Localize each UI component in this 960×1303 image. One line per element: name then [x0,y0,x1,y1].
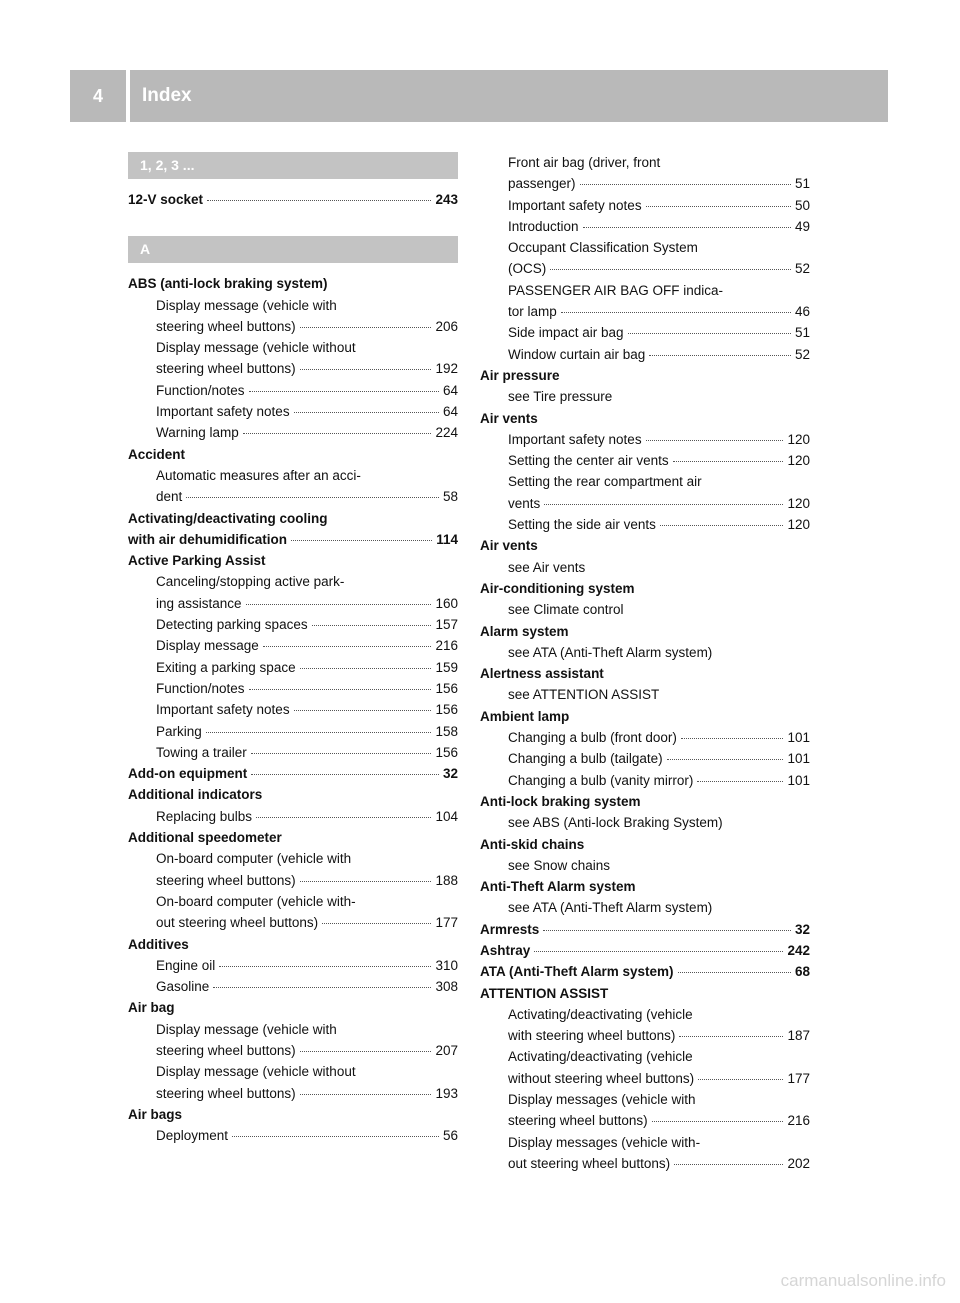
index-column-right [480,152,810,1174]
index-subentry [480,237,810,280]
dot-leader [206,732,432,733]
page-ref: 159 [435,659,458,675]
index-subentry [480,812,810,833]
page-ref: 310 [435,957,458,973]
index-subentry [480,429,810,450]
dot-leader [681,738,784,739]
index-entry [128,273,458,294]
entry-text: Display messages (vehicle with- [508,1134,701,1150]
entry-text: Anti-lock braking system [480,793,641,809]
entry-text: steering wheel buttons) [156,1042,296,1058]
dot-leader [300,881,432,882]
entry-text: Additives [128,936,189,952]
entry-text: see Air vents [508,559,586,575]
entry-text: Activating/deactivating cooling [128,510,328,526]
page-ref: 101 [787,772,810,788]
dot-leader [667,759,784,760]
page-ref: 177 [435,915,458,931]
page-ref: 187 [787,1028,810,1044]
entry-text: Air-conditioning system [480,580,635,596]
dot-leader [256,817,431,818]
index-subentry [480,280,810,323]
index-subentry [128,401,458,422]
page-ref: 52 [794,261,810,277]
index-entry [480,791,810,812]
index-entry [128,1104,458,1125]
dot-leader [673,461,784,462]
dot-leader [243,433,432,434]
page-ref: 177 [787,1070,810,1086]
dot-leader [312,625,432,626]
entry-text: Replacing bulbs [156,808,253,824]
page-ref: 46 [794,304,810,320]
entry-text: Anti-skid chains [480,836,585,852]
dot-leader [679,1036,783,1037]
index-entry [480,535,810,556]
entry-text: Add-on equipment [128,766,248,782]
entry-text: see ATA (Anti-Theft Alarm system) [508,900,713,916]
entry-text: Air pressure [480,367,560,383]
dot-leader [249,689,432,690]
entry-text: Exiting a parking space [156,659,296,675]
entry-text: without steering wheel buttons) [508,1070,695,1086]
index-entry [480,961,810,982]
dot-leader [300,1051,432,1052]
page-ref: 160 [435,595,458,611]
index-subentry [480,1004,810,1047]
dot-leader [300,668,432,669]
entry-text: Important safety notes [156,702,290,718]
page-ref: 120 [787,517,810,533]
index-subentry [128,955,458,976]
index-subentry [128,721,458,742]
entry-text: Gasoline [156,979,210,995]
entry-text: Additional speedometer [128,830,282,846]
page-ref: 242 [787,942,810,958]
entry-text: ing assistance [156,595,242,611]
index-subentry [128,571,458,614]
index-entry [480,940,810,961]
index-subentry [480,684,810,705]
entry-text: PASSENGER AIR BAG OFF indica- [508,282,724,298]
index-subentry [480,216,810,237]
entry-text: Setting the side air vents [508,517,656,533]
index-entry [480,983,810,1004]
entry-text: ATA (Anti-Theft Alarm system) [480,964,674,980]
dot-leader [652,1121,784,1122]
entry-text: On-board computer (vehicle with- [156,893,356,909]
section-header: A [128,236,458,263]
dot-leader [698,1079,783,1080]
entry-text: Deployment [156,1128,229,1144]
page-ref: 52 [794,346,810,362]
page-ref: 50 [794,197,810,213]
entry-text: Detecting parking spaces [156,617,308,633]
entry-text: Parking [156,723,202,739]
entry-text: Alarm system [480,623,569,639]
index-entry [480,365,810,386]
dot-leader [544,504,783,505]
dot-leader [291,540,432,541]
page-ref: 101 [787,730,810,746]
page-ref: 243 [435,192,458,207]
dot-leader [674,1164,783,1165]
entry-text: steering wheel buttons) [508,1113,648,1129]
dot-leader [580,184,791,185]
entry-text: Setting the center air vents [508,453,669,469]
watermark: carmanualsonline.info [780,1271,946,1290]
index-subentry [128,295,458,338]
index-subentry [128,422,458,443]
page-ref: 158 [435,723,458,739]
index-subentry [480,599,810,620]
index-subentry [480,642,810,663]
dot-leader [534,951,783,952]
entry-text: Additional indicators [128,787,263,803]
page-ref: 207 [435,1042,458,1058]
entry-text: see Climate control [508,602,624,618]
dot-leader [649,355,791,356]
index-entry [128,444,458,465]
dot-leader [294,710,432,711]
index-subentry [480,897,810,918]
index-subentry [480,727,810,748]
entry-text: see Snow chains [508,857,611,873]
index-subentry [128,657,458,678]
index-entry [480,876,810,897]
index-entry [128,550,458,571]
index-subentry [480,450,810,471]
entry-text: Air bags [128,1106,183,1122]
index-column-left [128,152,458,1146]
index-entry [128,934,458,955]
index-subentry [128,699,458,720]
index-subentry [128,380,458,401]
index-subentry [128,1061,458,1104]
index-subentry [128,1125,458,1146]
index-subentry [480,514,810,535]
index-entry [480,834,810,855]
index-subentry [480,344,810,365]
dot-leader [561,312,791,313]
entry-text: Air bag [128,1000,175,1016]
page-ref: 202 [787,1155,810,1171]
dot-leader [213,987,431,988]
entry-text: Display message (vehicle with [156,1021,337,1037]
page-ref: 68 [794,964,810,980]
entry-text: Ashtray [480,942,531,958]
entry-text: passenger) [508,176,576,192]
entry-text: Function/notes [156,680,245,696]
dot-leader [249,391,439,392]
entry-text: Accident [128,446,186,462]
page-ref: 32 [794,921,810,937]
entry-text: dent [156,489,183,505]
entry-text: (OCS) [508,261,547,277]
entry-text: Activating/deactivating (vehicle [508,1006,693,1022]
page-title: Index [142,85,192,106]
page-ref: 56 [442,1128,458,1144]
index-entry [480,408,810,429]
entry-text: Setting the rear compartment air [508,474,702,490]
dot-leader [219,966,431,967]
dot-leader [207,200,431,201]
entry-text: see ATTENTION ASSIST [508,687,660,703]
entry-text: Side impact air bag [508,325,624,341]
entry-text: ABS (anti-lock braking system) [128,276,328,292]
entry-text: Canceling/stopping active park- [156,574,345,590]
dot-leader [251,753,432,754]
entry-text: Important safety notes [508,197,642,213]
entry-text: ATTENTION ASSIST [480,985,609,1001]
index-subentry [480,748,810,769]
page-ref: 58 [442,489,458,505]
dot-leader [678,972,791,973]
page-ref: 114 [436,531,458,547]
section-header: 1, 2, 3 ... [128,152,458,179]
entry-text: Anti-Theft Alarm system [480,879,636,895]
page-ref: 206 [435,318,458,334]
entry-text: Automatic measures after an acci- [156,467,361,483]
page-number: 4 [92,86,103,106]
entry-text: Ambient lamp [480,708,570,724]
entry-text: Function/notes [156,382,245,398]
entry-text: Occupant Classification System [508,240,698,256]
entry-text: out steering wheel buttons) [156,915,319,931]
entry-text: steering wheel buttons) [156,872,296,888]
entry-text: Introduction [508,218,579,234]
index-subentry [480,1089,810,1132]
dot-leader [543,930,791,931]
page-ref: 51 [794,325,810,341]
page-ref: 216 [435,638,458,654]
entry-text: see Tire pressure [508,389,613,405]
dot-leader [186,497,439,498]
entry-text: Front air bag (driver, front [508,155,661,170]
index-subentry [480,770,810,791]
entry-text: Changing a bulb (front door) [508,730,677,746]
dot-leader [628,333,791,334]
entry-text: Air vents [480,538,538,554]
entry-text: Display message (vehicle with [156,297,337,313]
entry-text: Important safety notes [156,404,290,420]
index-subentry [480,152,810,195]
entry-text: steering wheel buttons) [156,1085,296,1101]
index-subentry [128,614,458,635]
index-subentry [128,465,458,508]
entry-text: Alertness assistant [480,666,604,682]
entry-text: On-board computer (vehicle with [156,851,352,867]
dot-leader [263,646,432,647]
page-ref: 49 [794,218,810,234]
entry-text: Armrests [480,921,540,937]
dot-leader [246,604,432,605]
index-subentry [128,1019,458,1062]
entry-text: Display messages (vehicle with [508,1092,696,1108]
dot-leader [646,440,784,441]
entry-text: steering wheel buttons) [156,318,296,334]
index-subentry [128,742,458,763]
page-ref: 188 [435,872,458,888]
dot-leader [232,1136,439,1137]
page-ref: 156 [435,702,458,718]
dot-leader [300,1094,432,1095]
entry-text: Engine oil [156,957,216,973]
page-ref: 32 [442,766,458,782]
index-subentry [480,322,810,343]
entry-text: with steering wheel buttons) [508,1028,676,1044]
entry-text: Display message (vehicle without [156,340,356,356]
entry-text: Air vents [480,410,538,426]
page-ref: 120 [787,495,810,511]
index-subentry [480,195,810,216]
entry-text: Warning lamp [156,425,239,441]
index-entry [128,508,458,551]
entry-text: 12-V socket [128,192,204,207]
entry-text: out steering wheel buttons) [508,1155,671,1171]
index-entry [480,621,810,642]
index-entry [480,706,810,727]
index-subentry [480,855,810,876]
page-ref: 64 [442,404,458,420]
page-ref: 120 [787,453,810,469]
entry-text: Towing a trailer [156,744,247,760]
index-subentry [480,557,810,578]
page-ref: 64 [442,382,458,398]
index-subentry [128,337,458,380]
dot-leader [251,774,439,775]
index-subentry [128,635,458,656]
dot-leader [660,525,784,526]
index-subentry [480,1046,810,1089]
entry-text: see ATA (Anti-Theft Alarm system) [508,644,713,660]
page-ref: 156 [435,680,458,696]
index-subentry [128,678,458,699]
index-subentry [128,848,458,891]
entry-text: Changing a bulb (vanity mirror) [508,772,694,788]
entry-text: Window curtain air bag [508,346,646,362]
index-subentry [128,806,458,827]
index-subentry [128,976,458,997]
entry-text: see ABS (Anti-lock Braking System) [508,815,723,831]
dot-leader [583,227,791,228]
index-entry [480,663,810,684]
dot-leader [300,369,432,370]
index-entry [480,919,810,940]
index-entry [128,784,458,805]
index-entry [128,997,458,1018]
index-subentry [480,1132,810,1175]
page-ref: 156 [435,744,458,760]
dot-leader [300,327,432,328]
page-ref: 104 [435,808,458,824]
page-ref: 51 [794,176,810,192]
entry-text: Display message [156,638,259,654]
index-entry [128,763,458,784]
page-ref: 157 [435,617,458,633]
index-entry [128,189,458,210]
dot-leader [550,269,791,270]
page-ref: 120 [787,431,810,447]
page-ref: 192 [435,361,458,377]
page-ref: 193 [435,1085,458,1101]
entry-text: with air dehumidification [128,531,288,547]
index-entry [128,827,458,848]
page-header [70,70,888,122]
dot-leader [322,923,431,924]
page-ref: 308 [435,979,458,995]
dot-leader [294,412,439,413]
entry-text: Important safety notes [508,431,642,447]
entry-text: Active Parking Assist [128,553,266,569]
index-subentry [480,386,810,407]
index-subentry [480,471,810,514]
entry-text: Display message (vehicle without [156,1064,356,1080]
header-divider [126,70,130,122]
index-subentry [128,891,458,934]
page-ref: 101 [787,751,810,767]
page-ref: 216 [787,1113,810,1129]
entry-text: Activating/deactivating (vehicle [508,1049,693,1065]
index-entry [480,578,810,599]
dot-leader [697,781,783,782]
entry-text: vents [508,495,541,511]
page-ref: 224 [435,425,458,441]
dot-leader [646,206,791,207]
entry-text: Changing a bulb (tailgate) [508,751,663,767]
entry-text: tor lamp [508,304,557,320]
entry-text: steering wheel buttons) [156,361,296,377]
